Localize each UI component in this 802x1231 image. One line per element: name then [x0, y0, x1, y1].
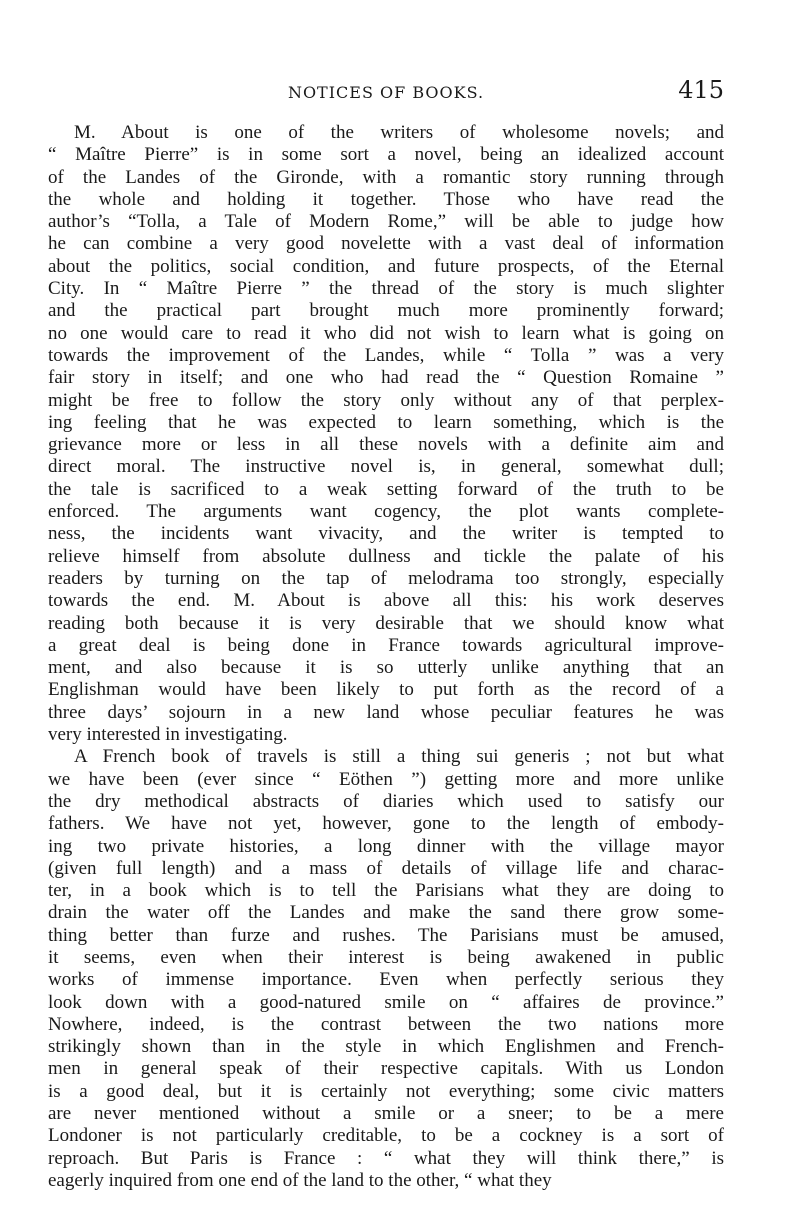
text-line: a great deal is being done in France towards agricultural improve-: [48, 634, 724, 656]
text-line: grievance more or less in all these novels with a definite aim and: [48, 434, 724, 456]
page-number: 415: [678, 76, 724, 104]
text-line: look down with a good-natured smile on “ affaires de province.”: [48, 991, 724, 1013]
text-line: about the politics, social condition, and future prospects, of the Eternal: [48, 255, 724, 277]
text-line: men in general speak of their respective capitals. With us London: [48, 1058, 724, 1080]
text-line: towards the improvement of the Landes, while “ Tolla ” was a very: [48, 344, 724, 366]
paragraph: [48, 122, 724, 746]
text-line: author’s “Tolla, a Tale of Modern Rome,” will be able to judge how: [48, 211, 724, 233]
text-line: fair story in itself; and one who had read the “ Question Romaine ”: [48, 367, 724, 389]
text-line: M. About is one of the writers of wholesome novels; and: [74, 122, 724, 143]
text-line: strikingly shown than in the style in which Englishmen and French-: [48, 1036, 724, 1058]
text-line: no one would care to read it who did not wish to learn what is going on: [48, 322, 724, 344]
text-line: is a good deal, but it is certainly not everything; some civic matters: [48, 1080, 724, 1102]
text-line: the whole and holding it together. Those who have read the: [48, 188, 724, 210]
body-text: [48, 122, 724, 1192]
text-line: drain the water off the Landes and make the sand there grow some-: [48, 902, 724, 924]
text-line: ing feeling that he was expected to learn something, which is the: [48, 411, 724, 433]
text-line: enforced. The arguments want cogency, the plot wants complete-: [48, 501, 724, 523]
text-line: direct moral. The instructive novel is, in general, somewhat dull;: [48, 456, 724, 478]
text-line: Londoner is not particularly creditable, to be a cockney is a sort of: [48, 1125, 724, 1147]
text-line: and the practical part brought much more prominently forward;: [48, 300, 724, 322]
text-line: towards the end. M. About is above all this: his work deserves: [48, 590, 724, 612]
text-line: “ Maître Pierre” is in some sort a novel, being an idealized account: [48, 144, 724, 166]
text-line: City. In “ Maître Pierre ” the thread of the story is much slighter: [48, 278, 724, 300]
text-line: thing better than furze and rushes. The Parisians must be amused,: [48, 924, 724, 946]
text-line: fathers. We have not yet, however, gone to the length of embody-: [48, 813, 724, 835]
text-line: three days’ sojourn in a new land whose peculiar features he was: [48, 701, 724, 723]
text-line: he can combine a very good novelette with a vast deal of information: [48, 233, 724, 255]
text-line: very interested in investigating.: [48, 724, 288, 746]
text-line: ter, in a book which is to tell the Parisians what they are doing to: [48, 880, 724, 902]
text-line: Englishman would have been likely to put forth as the record of a: [48, 679, 724, 701]
text-line: might be free to follow the story only without any of that perplex-: [48, 389, 724, 411]
text-line: the dry methodical abstracts of diaries which used to satisfy our: [48, 790, 724, 812]
text-line: ment, and also because it is so utterly unlike anything that an: [48, 657, 724, 679]
text-line: we have been (ever since “ Eöthen ”) getting more and more unlike: [48, 768, 724, 790]
text-line: of the Landes of the Gironde, with a romantic story running through: [48, 166, 724, 188]
text-line: relieve himself from absolute dullness and tickle the palate of his: [48, 545, 724, 567]
text-line: reading both because it is very desirable that we should know what: [48, 612, 724, 634]
text-line: the tale is sacrificed to a weak setting forward of the truth to be: [48, 478, 724, 500]
text-line: works of immense importance. Even when perfectly serious they: [48, 969, 724, 991]
running-head: [48, 76, 724, 106]
text-line: A French book of travels is still a thing sui generis ; not but what: [74, 746, 724, 768]
text-line: are never mentioned without a smile or a sneer; to be a mere: [48, 1103, 724, 1125]
text-line: reproach. But Paris is France : “ what they will think there,” is: [48, 1147, 724, 1169]
text-line: ness, the incidents want vivacity, and the writer is tempted to: [48, 523, 724, 545]
running-head-title: NOTICES OF BOOKS.: [287, 83, 485, 102]
text-line: (given full length) and a mass of details of village life and charac-: [48, 857, 724, 879]
text-line: eagerly inquired from one end of the land to the other, “ what they: [48, 1169, 552, 1191]
paragraph: [48, 746, 724, 1192]
text-line: it seems, even when their interest is being awakened in public: [48, 946, 724, 968]
text-line: readers by turning on the tap of melodrama too strongly, especially: [48, 567, 724, 589]
text-line: Nowhere, indeed, is the contrast between the two nations more: [48, 1013, 724, 1035]
text-line: ing two private histories, a long dinner with the village mayor: [48, 835, 724, 857]
